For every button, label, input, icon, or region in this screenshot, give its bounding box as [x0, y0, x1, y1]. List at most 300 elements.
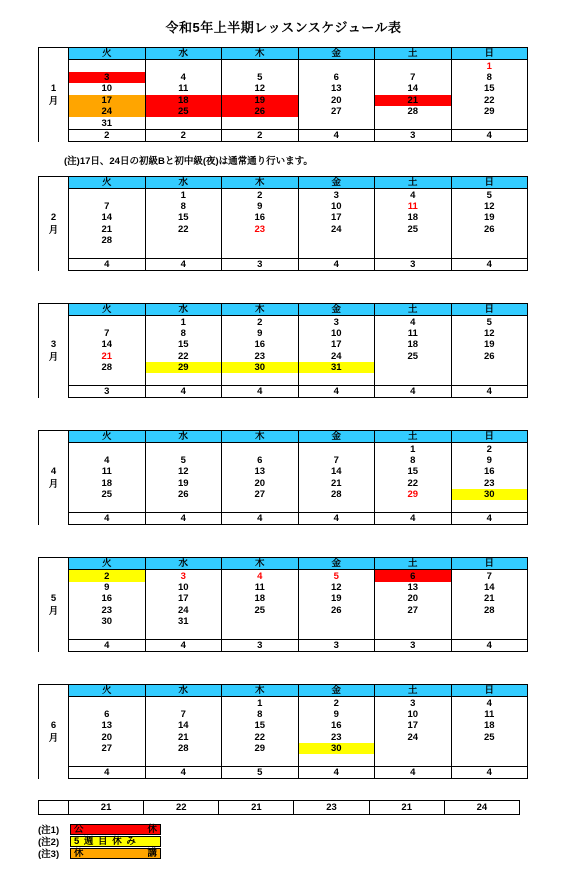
lesson-count-cell: 4 — [69, 258, 146, 270]
day-cell: 29 — [145, 362, 222, 373]
day-cell: 24 — [298, 351, 375, 362]
total-cell: 24 — [444, 801, 519, 815]
lesson-count-cell: 3 — [222, 639, 299, 651]
week-row — [39, 616, 528, 627]
day-cell: 7 — [69, 201, 146, 212]
day-cell: 5 — [451, 316, 528, 328]
day-cell: 24 — [145, 605, 222, 616]
day-cell: 8 — [145, 201, 222, 212]
day-cell: 19 — [298, 593, 375, 604]
day-cell: 10 — [375, 709, 452, 720]
day-cell: 2 — [298, 697, 375, 709]
day-cell: 22 — [375, 478, 452, 489]
lesson-count-cell: 3 — [375, 639, 452, 651]
weekday-header-row — [39, 48, 528, 60]
day-cell — [145, 697, 222, 709]
day-cell: 23 — [222, 351, 299, 362]
day-cell: 18 — [451, 720, 528, 731]
day-cell: 27 — [69, 743, 146, 754]
totals-label-cell — [39, 801, 69, 815]
weekday-header: 火 — [69, 558, 146, 570]
lesson-count-cell: 4 — [375, 512, 452, 524]
weekday-header: 水 — [145, 304, 222, 316]
legend-label: (注3) — [38, 849, 60, 860]
day-cell: 26 — [145, 489, 222, 500]
day-cell: 3 — [298, 316, 375, 328]
day-cell: 3 — [375, 697, 452, 709]
day-cell: 5 — [145, 455, 222, 466]
day-cell — [298, 235, 375, 246]
day-cell: 13 — [375, 582, 452, 593]
day-cell — [222, 246, 299, 258]
week-row — [39, 83, 528, 94]
day-cell — [145, 443, 222, 455]
day-cell — [222, 60, 299, 72]
day-cell — [451, 743, 528, 754]
month-suffix: 月 — [48, 605, 59, 617]
day-cell: 15 — [451, 83, 528, 94]
lesson-count-cell: 4 — [298, 385, 375, 397]
day-cell: 24 — [375, 732, 452, 743]
weekday-header: 木 — [222, 431, 299, 443]
week-row — [39, 743, 528, 754]
day-cell: 21 — [69, 351, 146, 362]
lesson-count-cell: 4 — [145, 639, 222, 651]
month-suffix: 月 — [48, 478, 59, 490]
day-cell: 27 — [298, 106, 375, 117]
day-cell: 25 — [375, 224, 452, 235]
weekday-header: 金 — [298, 177, 375, 189]
day-cell: 31 — [69, 117, 146, 129]
week-row — [39, 593, 528, 604]
day-cell — [375, 235, 452, 246]
day-cell: 15 — [145, 212, 222, 223]
total-cell: 22 — [144, 801, 219, 815]
lesson-count-cell: 3 — [222, 258, 299, 270]
day-cell — [222, 754, 299, 766]
weekday-header-row — [39, 304, 528, 316]
legend-label: (注2) — [38, 837, 60, 848]
day-cell: 10 — [298, 201, 375, 212]
day-cell — [222, 616, 299, 627]
month-label — [39, 431, 69, 525]
day-cell: 25 — [69, 489, 146, 500]
week-row — [39, 709, 528, 720]
day-cell — [145, 627, 222, 639]
day-cell — [222, 627, 299, 639]
day-cell: 22 — [451, 95, 528, 106]
lesson-count-cell: 4 — [145, 512, 222, 524]
day-cell: 7 — [451, 570, 528, 582]
week-row — [39, 443, 528, 455]
weekday-header: 木 — [222, 304, 299, 316]
day-cell: 31 — [298, 362, 375, 373]
weekday-header: 木 — [222, 177, 299, 189]
day-cell: 1 — [222, 697, 299, 709]
month-number: 5 — [50, 592, 57, 604]
lesson-count-cell: 3 — [375, 258, 452, 270]
day-cell — [69, 189, 146, 201]
day-cell: 23 — [69, 605, 146, 616]
lesson-count-cell: 2 — [145, 129, 222, 141]
weekday-header: 日 — [451, 558, 528, 570]
lesson-count-row — [39, 258, 528, 270]
weekday-header: 土 — [375, 177, 452, 189]
month-label — [39, 304, 69, 398]
week-row — [39, 754, 528, 766]
day-cell: 21 — [298, 478, 375, 489]
day-cell: 29 — [451, 106, 528, 117]
note-text: (注)17日、24日の初級Bと初中級(夜)は通常通り行います。 — [64, 156, 313, 167]
weekday-header: 金 — [298, 304, 375, 316]
lesson-count-cell: 4 — [451, 258, 528, 270]
day-cell — [145, 373, 222, 385]
week-row — [39, 351, 528, 362]
day-cell: 10 — [69, 83, 146, 94]
lesson-count-cell: 4 — [375, 766, 452, 778]
month-label — [39, 48, 69, 142]
day-cell — [451, 117, 528, 129]
day-cell: 4 — [375, 189, 452, 201]
weekday-header: 土 — [375, 558, 452, 570]
day-cell — [375, 500, 452, 512]
day-cell — [375, 627, 452, 639]
month-label — [39, 685, 69, 779]
lesson-count-cell: 4 — [69, 639, 146, 651]
day-cell: 16 — [222, 212, 299, 223]
day-cell: 10 — [145, 582, 222, 593]
day-cell: 20 — [375, 593, 452, 604]
day-cell: 7 — [69, 328, 146, 339]
week-row — [39, 582, 528, 593]
day-cell: 15 — [375, 466, 452, 477]
legend-swatch-fifth-week — [70, 836, 161, 847]
day-cell: 23 — [298, 732, 375, 743]
day-cell — [451, 500, 528, 512]
weekday-header-row — [39, 685, 528, 697]
day-cell: 18 — [375, 339, 452, 350]
day-cell — [451, 754, 528, 766]
weekday-header: 水 — [145, 48, 222, 60]
day-cell: 22 — [145, 351, 222, 362]
legend-text: 5 週 目 休 み — [74, 835, 137, 847]
day-cell — [451, 246, 528, 258]
lesson-count-cell: 4 — [145, 766, 222, 778]
day-cell — [375, 246, 452, 258]
month-calendar — [38, 684, 528, 779]
day-cell: 12 — [298, 582, 375, 593]
weekday-header: 火 — [69, 48, 146, 60]
week-row — [39, 235, 528, 246]
day-cell: 19 — [451, 212, 528, 223]
week-row — [39, 570, 528, 582]
week-row — [39, 500, 528, 512]
day-cell — [145, 235, 222, 246]
day-cell: 9 — [222, 328, 299, 339]
day-cell: 26 — [298, 605, 375, 616]
day-cell: 6 — [69, 709, 146, 720]
day-cell: 11 — [375, 328, 452, 339]
day-cell: 28 — [298, 489, 375, 500]
day-cell: 12 — [451, 328, 528, 339]
weekday-header-row — [39, 177, 528, 189]
month-calendar — [38, 430, 528, 525]
day-cell: 6 — [375, 570, 452, 582]
day-cell: 11 — [451, 709, 528, 720]
month-suffix: 月 — [48, 224, 59, 236]
weekday-header: 土 — [375, 48, 452, 60]
lesson-count-cell: 4 — [451, 129, 528, 141]
day-cell: 15 — [145, 339, 222, 350]
day-cell — [298, 117, 375, 129]
day-cell: 11 — [375, 201, 452, 212]
lesson-count-cell: 4 — [298, 258, 375, 270]
day-cell: 5 — [222, 72, 299, 83]
lesson-count-cell: 4 — [451, 512, 528, 524]
day-cell — [69, 500, 146, 512]
day-cell: 3 — [69, 72, 146, 83]
day-cell: 27 — [222, 489, 299, 500]
day-cell: 4 — [451, 697, 528, 709]
lesson-count-cell: 4 — [69, 766, 146, 778]
day-cell: 28 — [145, 743, 222, 754]
legend-text: 休 — [74, 847, 84, 859]
day-cell: 4 — [69, 455, 146, 466]
day-cell — [298, 754, 375, 766]
lesson-count-cell: 4 — [298, 129, 375, 141]
weekday-header: 火 — [69, 177, 146, 189]
day-cell — [451, 627, 528, 639]
day-cell — [298, 373, 375, 385]
day-cell — [222, 235, 299, 246]
month-calendar — [38, 557, 528, 652]
day-cell: 22 — [145, 224, 222, 235]
day-cell: 16 — [298, 720, 375, 731]
weekday-header: 日 — [451, 685, 528, 697]
day-cell: 30 — [298, 743, 375, 754]
day-cell: 21 — [69, 224, 146, 235]
day-cell: 7 — [298, 455, 375, 466]
lesson-count-cell: 4 — [222, 512, 299, 524]
lesson-count-row — [39, 129, 528, 141]
day-cell: 19 — [222, 95, 299, 106]
week-row — [39, 455, 528, 466]
day-cell — [298, 60, 375, 72]
lesson-count-cell: 4 — [298, 512, 375, 524]
week-row — [39, 720, 528, 731]
weekday-header: 水 — [145, 685, 222, 697]
day-cell: 14 — [69, 212, 146, 223]
day-cell: 24 — [298, 224, 375, 235]
lesson-count-cell: 4 — [145, 385, 222, 397]
day-cell — [69, 754, 146, 766]
day-cell — [222, 373, 299, 385]
week-row — [39, 224, 528, 235]
day-cell: 17 — [298, 339, 375, 350]
legend-swatch-cancelled — [70, 848, 161, 859]
day-cell: 8 — [222, 709, 299, 720]
week-row — [39, 328, 528, 339]
day-cell: 12 — [145, 466, 222, 477]
day-cell: 15 — [222, 720, 299, 731]
week-row — [39, 466, 528, 477]
week-row — [39, 373, 528, 385]
day-cell: 26 — [451, 351, 528, 362]
week-row — [39, 106, 528, 117]
lesson-count-cell: 2 — [69, 129, 146, 141]
day-cell — [375, 373, 452, 385]
month-calendar — [38, 47, 528, 142]
lesson-count-row — [39, 639, 528, 651]
weekday-header: 金 — [298, 431, 375, 443]
day-cell: 9 — [451, 455, 528, 466]
day-cell: 5 — [298, 570, 375, 582]
day-cell: 16 — [222, 339, 299, 350]
day-cell — [451, 362, 528, 373]
day-cell — [375, 616, 452, 627]
lesson-count-cell: 4 — [298, 766, 375, 778]
legend-text: 休 — [147, 823, 157, 835]
lesson-count-cell: 4 — [222, 385, 299, 397]
lesson-count-cell: 4 — [69, 512, 146, 524]
day-cell: 12 — [222, 83, 299, 94]
totals-row — [39, 801, 520, 815]
day-cell — [375, 754, 452, 766]
week-row — [39, 201, 528, 212]
lesson-count-row — [39, 766, 528, 778]
day-cell: 7 — [375, 72, 452, 83]
day-cell — [69, 697, 146, 709]
week-row — [39, 478, 528, 489]
week-row — [39, 489, 528, 500]
day-cell: 13 — [222, 466, 299, 477]
day-cell — [69, 316, 146, 328]
week-row — [39, 117, 528, 129]
day-cell: 14 — [375, 83, 452, 94]
lesson-count-cell: 3 — [69, 385, 146, 397]
day-cell: 28 — [375, 106, 452, 117]
day-cell — [145, 60, 222, 72]
day-cell: 23 — [222, 224, 299, 235]
day-cell: 5 — [451, 189, 528, 201]
day-cell — [69, 443, 146, 455]
day-cell — [298, 616, 375, 627]
weekday-header: 金 — [298, 685, 375, 697]
day-cell: 1 — [145, 189, 222, 201]
day-cell: 28 — [69, 235, 146, 246]
day-cell: 20 — [298, 95, 375, 106]
day-cell — [69, 627, 146, 639]
month-label — [39, 558, 69, 652]
lesson-count-row — [39, 512, 528, 524]
day-cell: 21 — [451, 593, 528, 604]
day-cell: 13 — [69, 720, 146, 731]
day-cell: 4 — [145, 72, 222, 83]
day-cell — [69, 60, 146, 72]
day-cell: 1 — [145, 316, 222, 328]
day-cell: 31 — [145, 616, 222, 627]
weekday-header: 木 — [222, 558, 299, 570]
day-cell: 11 — [69, 466, 146, 477]
day-cell: 10 — [298, 328, 375, 339]
day-cell — [375, 743, 452, 754]
day-cell — [145, 246, 222, 258]
weekday-header: 日 — [451, 177, 528, 189]
day-cell: 8 — [375, 455, 452, 466]
day-cell: 19 — [451, 339, 528, 350]
day-cell: 6 — [298, 72, 375, 83]
month-number: 2 — [50, 211, 57, 223]
legend-text: 講 — [147, 847, 157, 859]
weekday-header-row — [39, 558, 528, 570]
day-cell: 20 — [69, 732, 146, 743]
lesson-count-cell: 3 — [298, 639, 375, 651]
day-cell — [375, 362, 452, 373]
day-cell — [145, 500, 222, 512]
day-cell: 8 — [451, 72, 528, 83]
day-cell: 13 — [298, 83, 375, 94]
week-row — [39, 697, 528, 709]
day-cell: 8 — [145, 328, 222, 339]
day-cell: 3 — [145, 570, 222, 582]
day-cell: 16 — [69, 593, 146, 604]
day-cell: 14 — [69, 339, 146, 350]
week-row — [39, 246, 528, 258]
day-cell: 9 — [298, 709, 375, 720]
day-cell: 30 — [451, 489, 528, 500]
weekday-header: 日 — [451, 431, 528, 443]
day-cell: 18 — [375, 212, 452, 223]
day-cell: 2 — [451, 443, 528, 455]
week-row — [39, 72, 528, 83]
total-cell: 23 — [294, 801, 369, 815]
day-cell: 30 — [69, 616, 146, 627]
lesson-count-cell: 4 — [451, 766, 528, 778]
day-cell: 17 — [298, 212, 375, 223]
day-cell: 14 — [451, 582, 528, 593]
day-cell — [69, 246, 146, 258]
day-cell: 24 — [69, 106, 146, 117]
month-number: 6 — [50, 719, 57, 731]
weekday-header: 金 — [298, 48, 375, 60]
day-cell: 17 — [69, 95, 146, 106]
week-row — [39, 60, 528, 72]
lesson-count-cell: 2 — [222, 129, 299, 141]
weekday-header: 日 — [451, 304, 528, 316]
day-cell — [451, 235, 528, 246]
day-cell — [222, 117, 299, 129]
week-row — [39, 627, 528, 639]
day-cell: 12 — [451, 201, 528, 212]
week-row — [39, 95, 528, 106]
day-cell — [69, 373, 146, 385]
lesson-count-cell: 4 — [451, 385, 528, 397]
day-cell: 29 — [375, 489, 452, 500]
day-cell — [298, 500, 375, 512]
legend-text: 公 — [74, 823, 84, 835]
weekday-header: 水 — [145, 558, 222, 570]
legend-row — [38, 847, 161, 859]
day-cell — [145, 754, 222, 766]
day-cell: 11 — [145, 83, 222, 94]
day-cell: 25 — [451, 732, 528, 743]
month-number: 4 — [50, 465, 57, 477]
day-cell: 22 — [222, 732, 299, 743]
day-cell: 16 — [451, 466, 528, 477]
day-cell: 21 — [145, 732, 222, 743]
weekday-header: 火 — [69, 304, 146, 316]
day-cell: 25 — [145, 106, 222, 117]
